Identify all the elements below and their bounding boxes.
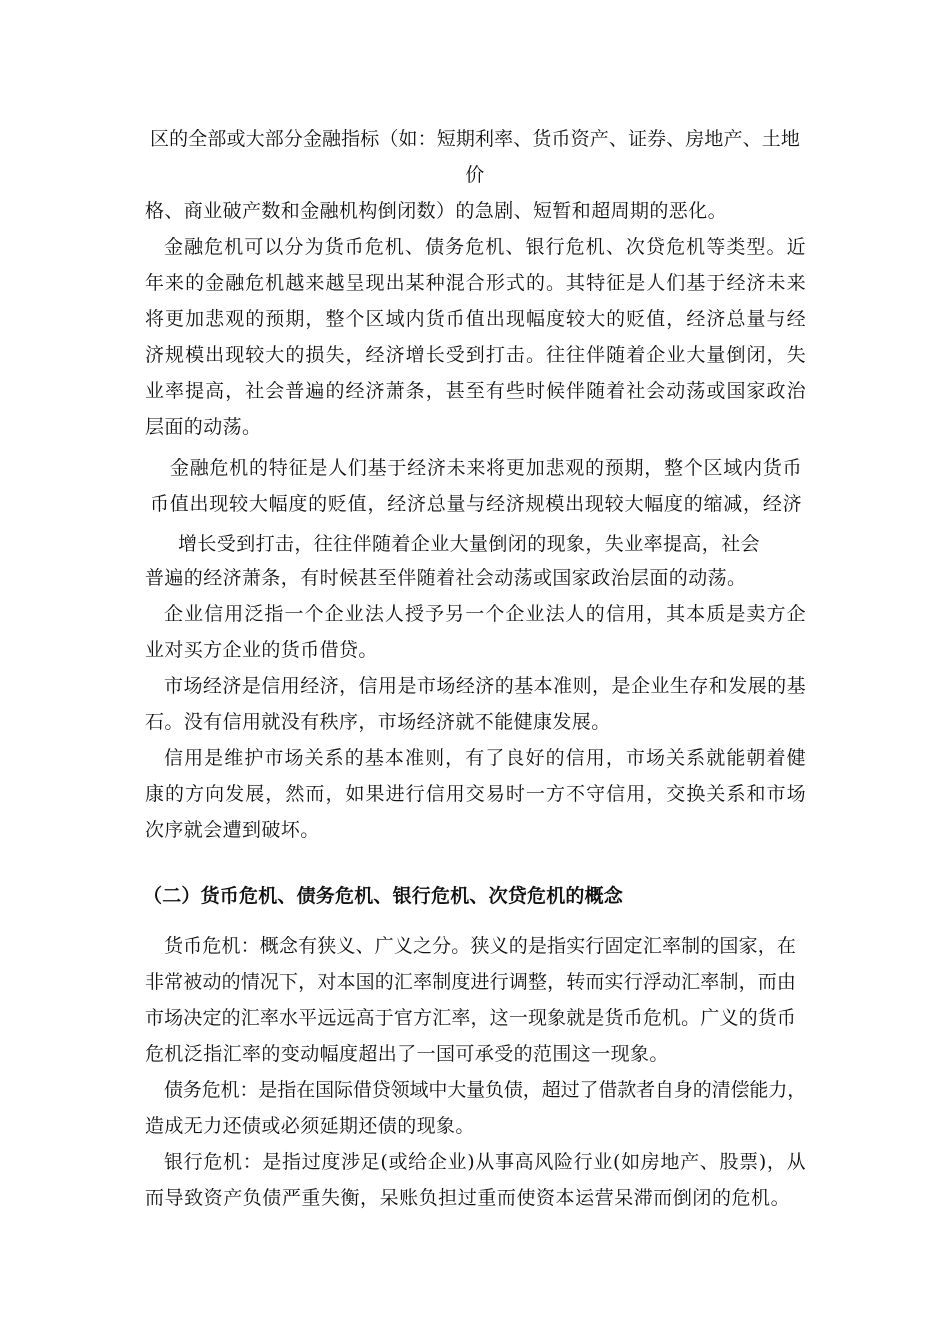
paragraph-line: 市场经济是信用经济，信用是市场经济的基本准则，是企业生存和发展的基: [164, 675, 806, 697]
section-heading: （二）货币危机、债务危机、银行危机、次贷危机的概念: [143, 885, 624, 907]
paragraph-line: 而导致资产负债严重失衡，呆账负担过重而使资本运营呆滞而倒闭的危机。: [145, 1187, 790, 1209]
paragraph-line: 市场决定的汇率水平远远高于官方汇率，这一现象就是货币危机。广义的货币: [145, 1007, 796, 1029]
paragraph-line: 层面的动荡。: [145, 416, 262, 438]
paragraph-line: 康的方向发展，然而，如果进行信用交易时一方不守信用，交换关系和市场: [145, 783, 806, 805]
paragraph-line: 币值出现较大幅度的贬值，经济总量与经济规模出现较大幅度的缩减，经济: [150, 493, 802, 515]
paragraph-line: 区的全部或大部分金融指标（如：短期利率、货币资产、证券、房地产、土地: [150, 128, 800, 150]
paragraph-line: 普遍的经济萧条，有时候甚至伴随着社会动荡或国家政治层面的动荡。: [145, 567, 747, 589]
paragraph-line: 石。没有信用就没有秩序，市场经济就不能健康发展。: [145, 711, 611, 733]
paragraph-line: 危机泛指汇率的变动幅度超出了一国可承受的范围这一现象。: [145, 1043, 669, 1065]
paragraph-line: 将更加悲观的预期，整个区域内货币值出现幅度较大的贬值，经济总量与经: [145, 308, 806, 330]
paragraph-line: 增长受到打击，往往伴随着企业大量倒闭的现象，失业率提高，社会: [178, 533, 761, 555]
paragraph-line: 业对买方企业的货币借贷。: [145, 639, 378, 661]
paragraph-line: 业率提高，社会普遍的经济萧条，甚至有些时候伴随着社会动荡或国家政治: [145, 380, 806, 402]
paragraph-line: 价: [465, 164, 485, 186]
paragraph-line: 济规模出现较大的损失，经济增长受到打击。往往伴随着企业大量倒闭，失: [145, 344, 806, 366]
paragraph-line: 年来的金融危机越来越呈现出某种混合形式的。其特征是人们基于经济未来: [145, 272, 806, 294]
paragraph-line: 非常被动的情况下，对本国的汇率制度进行调整，转而实行浮动汇率制，而由: [145, 971, 796, 993]
paragraph-line: 金融危机可以分为货币危机、债务危机、银行危机、次贷危机等类型。近: [164, 236, 806, 258]
paragraph-line: 信用是维护市场关系的基本准则，有了良好的信用，市场关系就能朝着健: [164, 747, 806, 769]
paragraph-line: 债务危机：是指在国际借贷领域中大量负债，超过了借款者自身的清偿能力，: [164, 1079, 806, 1101]
paragraph-line: 造成无力还债或必须延期还债的现象。: [145, 1115, 475, 1137]
paragraph-line: 企业信用泛指一个企业法人授予另一个企业法人的信用，其本质是卖方企: [164, 603, 806, 625]
paragraph-line: 次序就会遭到破坏。: [145, 819, 320, 841]
paragraph-line: 货币危机：概念有狭义、广义之分。狭义的是指实行固定汇率制的国家，在: [164, 935, 796, 957]
paragraph-line: 金融危机的特征是人们基于经济未来将更加悲观的预期，整个区域内货币: [170, 457, 802, 479]
paragraph-line: 格、商业破产数和金融机构倒闭数）的急剧、短暂和超周期的恶化。: [145, 200, 728, 222]
paragraph-line: 银行危机：是指过度涉足(或给企业)从事高风险行业(如房地产、股票)，从: [164, 1151, 806, 1173]
